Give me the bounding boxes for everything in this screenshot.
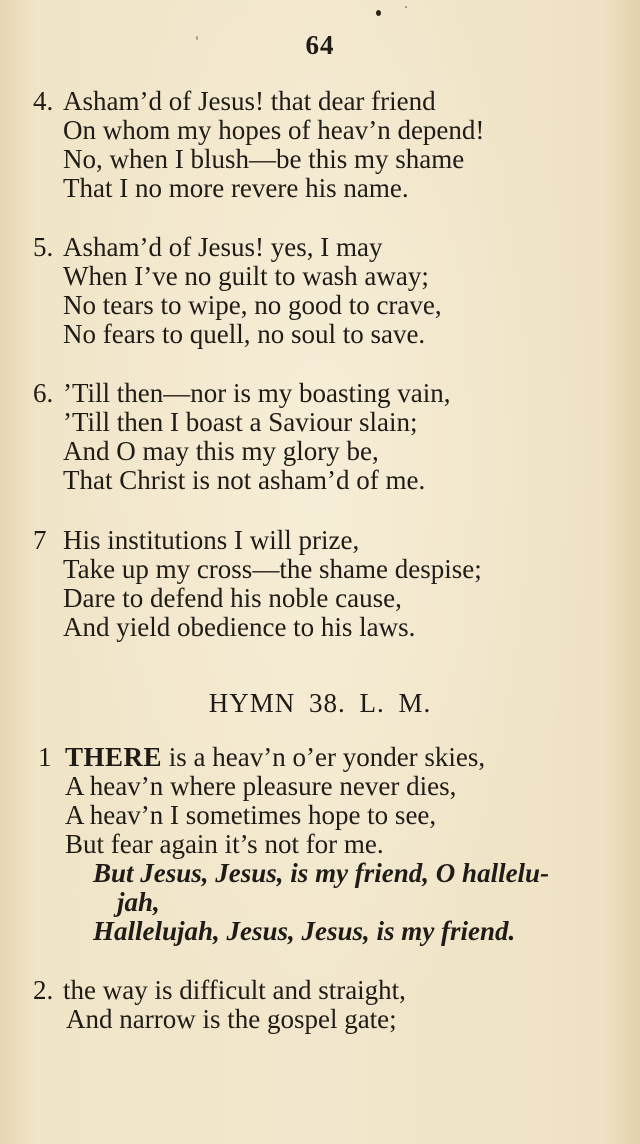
verse-text: Dare to defend his noble cause, (63, 583, 402, 613)
verse-text: His institutions I will prize, (63, 525, 360, 555)
verse-number: 2. (33, 975, 54, 1005)
verse-text: No fears to quell, no soul to save. (63, 319, 426, 349)
verse-text: No tears to wipe, no good to crave, (63, 290, 442, 320)
verse-text: That Christ is not asham’d of me. (63, 465, 426, 495)
hymn-title: HYMN 38. L. M. (208, 688, 432, 718)
ink-speck (405, 6, 407, 8)
verse-number: 7 (33, 525, 47, 555)
verse-text: A heav’n I sometimes hope to see, (65, 800, 437, 830)
verse-text: ’Till then I boast a Saviour slain; (63, 407, 418, 437)
verse-text: A heav’n where pleasure never dies, (65, 771, 457, 801)
verse-text: the way is difficult and straight, (63, 975, 406, 1005)
chorus-text: Hallelujah, Jesus, Jesus, is my friend. (93, 916, 516, 946)
verse-text: And yield obedience to his laws. (63, 612, 416, 642)
verse-number: 6. (33, 378, 54, 408)
verse-text: But fear again it’s not for me. (65, 829, 384, 859)
chorus-text: But Jesus, Jesus, is my friend, O hallelu- (93, 858, 550, 888)
verse-text: And O may this my glory be, (63, 436, 379, 466)
verse-text (65, 742, 485, 772)
verse-text: On whom my hopes of heav’n depend! (63, 115, 485, 145)
verse-text: Asham’d of Jesus! yes, I may (63, 232, 383, 262)
verse-text: Asham’d of Jesus! that dear friend (63, 86, 436, 116)
verse-text: No, when I blush—be this my shame (63, 144, 465, 174)
verse-text: And narrow is the gospel gate; (66, 1004, 397, 1034)
first-word: THERE (65, 742, 163, 772)
verse-text: ’Till then—nor is my boasting vain, (63, 378, 451, 408)
ink-speck (376, 10, 381, 16)
verse-number: 4. (33, 86, 54, 116)
first-line-rest: is a heav’n o’er yonder skies, (162, 742, 486, 772)
verse-text: Take up my cross—the shame despise; (63, 554, 482, 584)
verse-text: That I no more revere his name. (63, 173, 409, 203)
verse-text: When I’ve no guilt to wash away; (63, 261, 429, 291)
page-number: 64 (305, 30, 335, 60)
verse-number: 5. (33, 232, 54, 262)
verse-number: 1 (38, 742, 52, 772)
chorus-text: jah, (117, 887, 160, 917)
